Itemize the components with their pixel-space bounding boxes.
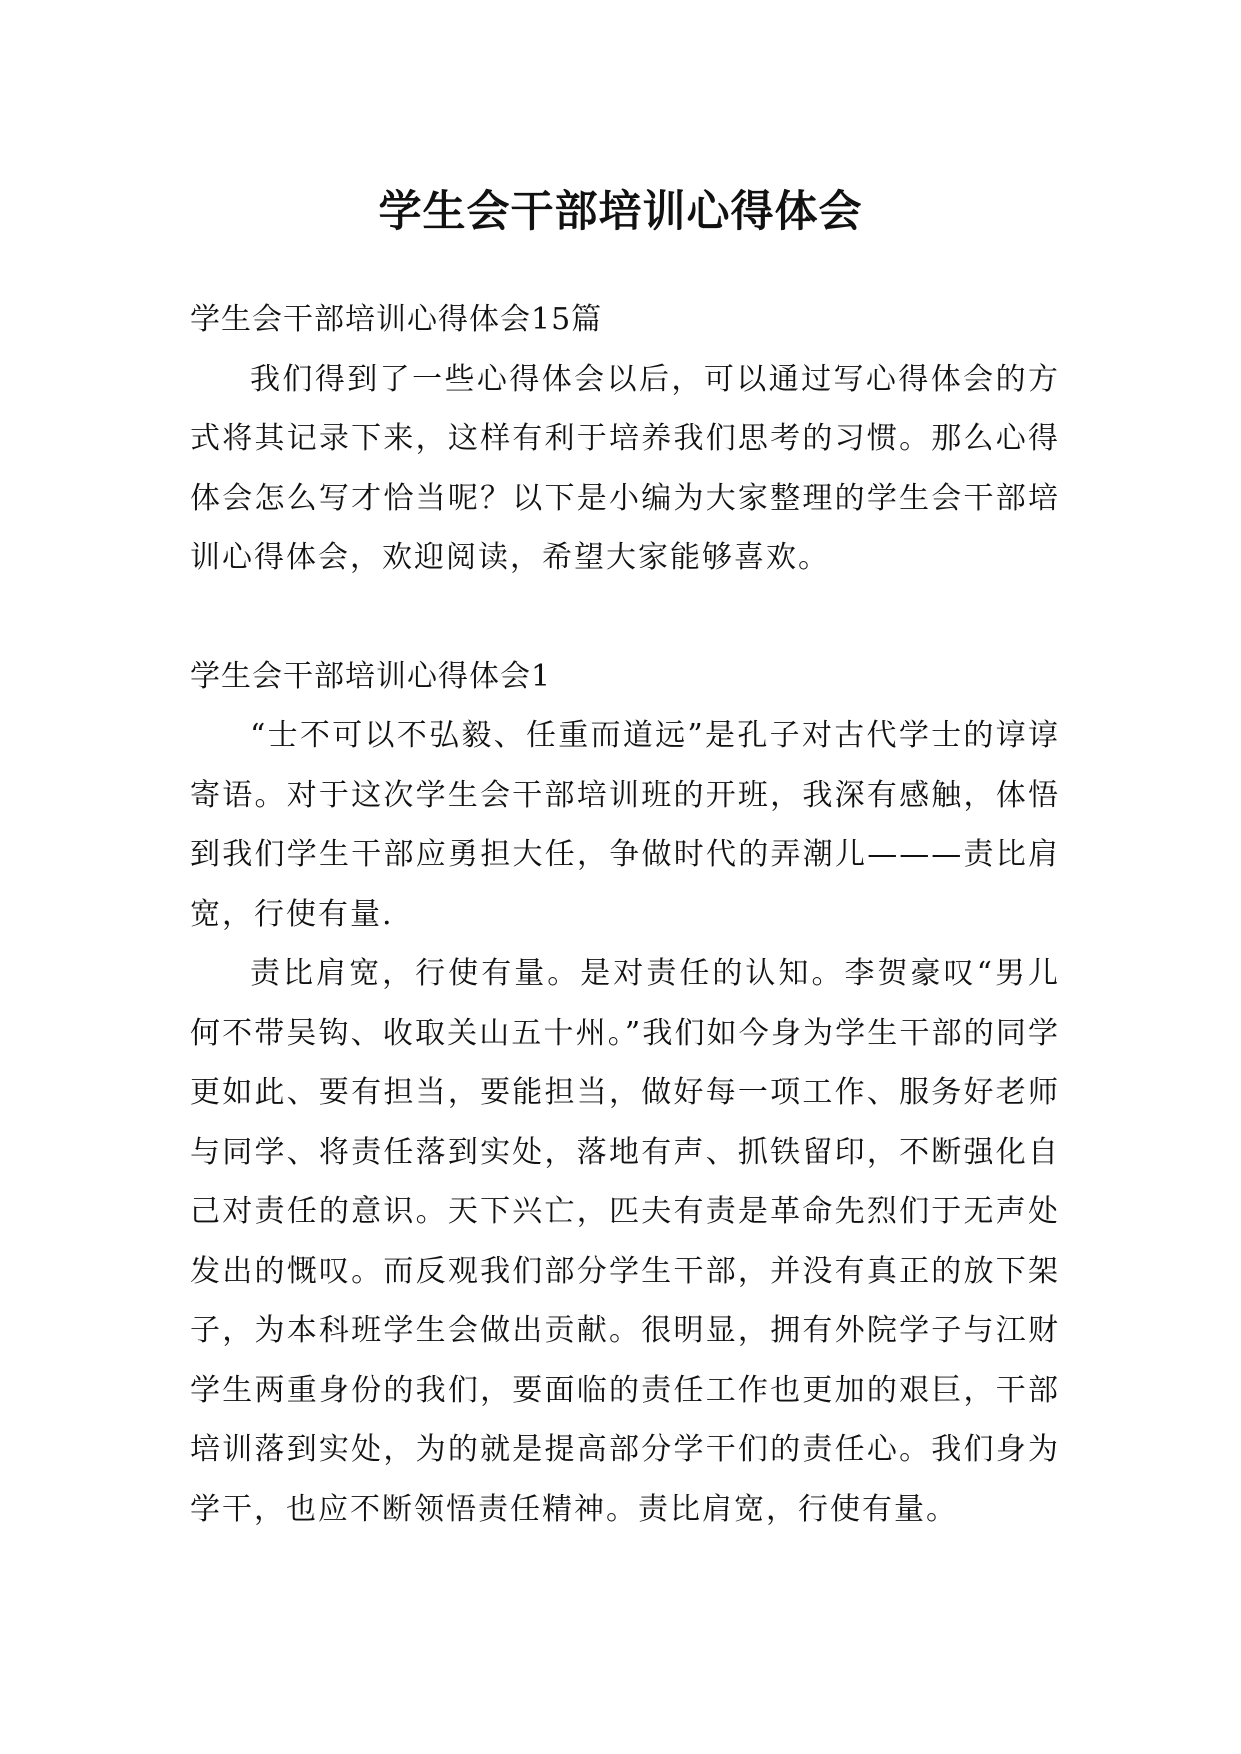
section-spacer	[190, 588, 1060, 647]
section-heading: 学生会干部培训心得体会1	[190, 658, 552, 694]
document-title: 学生会干部培训心得体会	[378, 186, 863, 237]
collection-subtitle: 学生会干部培训心得体会15篇	[190, 302, 603, 337]
document-body	[190, 290, 1060, 1539]
intro-paragraph: 我们得到了一些心得体会以后，可以通过写心得体会的方式将其记录下来，这样有利于培养我们思考的习惯。那么心得体会怎么写才恰当呢？以下是小编为大家整理的学生会干部培训心得体会，欢迎阅读，希望大家能够喜欢。	[190, 361, 1060, 575]
body-paragraph: “士不可以不弘毅、任重而道远”是孔子对古代学士的谆谆寄语。对于这次学生会干部培训班的开班，我深有感触，体悟到我们学生干部应勇担大任，争做时代的弄潮儿———责比肩宽，行使有量.	[190, 718, 1060, 932]
body-paragraph: 责比肩宽，行使有量。是对责任的认知。李贺豪叹“男儿何不带吴钩、收取关山五十州。”我们如今身为学生干部的同学更如此、要有担当，要能担当，做好每一项工作、服务好老师与同学、将责任落到实处，落地有声、抓铁留印，不断强化自己对责任的意识。天下兴亡，匹夫有责是革命先烈们于无声处发出的慨叹。而反观我们部分学生干部，并没有真正的放下架子，为本科班学生会做出贡献。很明显，拥有外院学子与江财学生两重身份的我们，要面临的责任工作也更加的艰巨，干部培训落到实处，为的就是提高部分学干们的责任心。我们身为学干，也应不断领悟责任精神。责比肩宽，行使有量。	[190, 956, 1060, 1527]
